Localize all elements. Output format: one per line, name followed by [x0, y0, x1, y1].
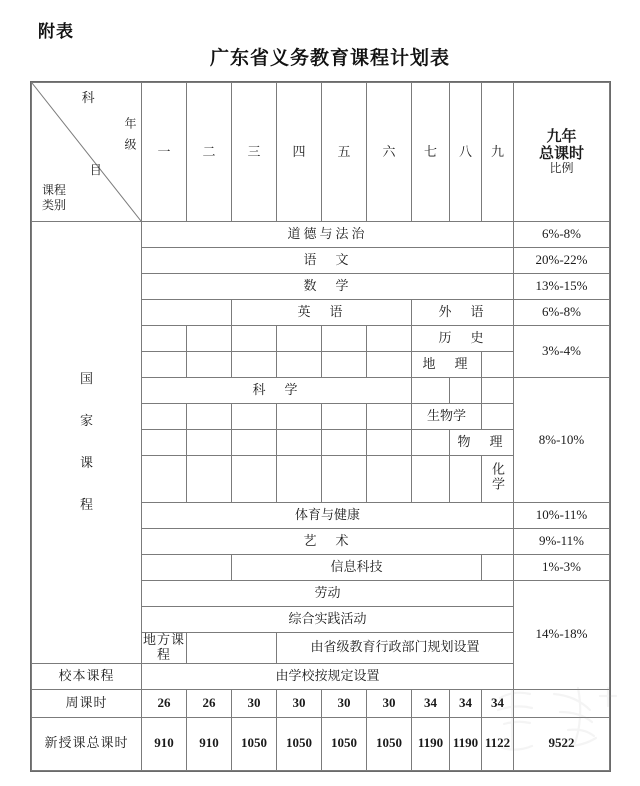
- new-lesson-g1: 910: [142, 717, 187, 770]
- physics-blank-g3: [232, 430, 277, 456]
- value-local-course: 由省级教育行政部门规划设置: [277, 633, 514, 664]
- grade-header-3: 三: [232, 83, 277, 222]
- ratio-history-geography: 3%-4%: [514, 326, 610, 378]
- corner-header-cell: [32, 83, 142, 222]
- subject-practice: 综合实践活动: [142, 607, 514, 633]
- total-hours-header: [514, 83, 610, 222]
- weekly-hours-g8: 34: [450, 689, 482, 717]
- biology-blank-g6: [367, 404, 412, 430]
- national-char-3: 课: [79, 454, 93, 470]
- corner-subject-tail-label: 目: [89, 163, 102, 177]
- chemistry-blank-g4: [277, 456, 322, 503]
- physics-blank-g1: [142, 430, 187, 456]
- table-row-new-lesson-total: [32, 717, 610, 770]
- corner-category-line2: 类别: [42, 198, 67, 212]
- value-school-course: 由学校按规定设置: [142, 663, 514, 689]
- chemistry-blank-g5: [322, 456, 367, 503]
- total-header-line1: 九年: [546, 127, 577, 145]
- grade-header-5: 五: [322, 83, 367, 222]
- grade-header-2: 二: [187, 83, 232, 222]
- weekly-hours-total-blank: [514, 689, 610, 717]
- science-blank-g9: [482, 378, 514, 404]
- ratio-art: 9%-11%: [514, 529, 610, 555]
- grade-header-6: 六: [367, 83, 412, 222]
- chemistry-blank-g6: [367, 456, 412, 503]
- new-lesson-g9: 1122: [482, 717, 514, 770]
- ratio-foreign-language: 6%-8%: [514, 300, 610, 326]
- local-blank-g1-g2: [187, 633, 277, 664]
- subject-art: 艺 术: [142, 529, 514, 555]
- grade-header-9: 九: [482, 83, 514, 222]
- weekly-hours-g9: 34: [482, 689, 514, 717]
- biology-blank-g2: [187, 404, 232, 430]
- new-lesson-grand-total: 9522: [514, 717, 610, 770]
- total-header-line3: 比例: [549, 161, 574, 176]
- english-empty-g1-g2: [142, 300, 232, 326]
- corner-grade-label: 年级: [123, 117, 137, 159]
- weekly-hours-g6: 30: [367, 689, 412, 717]
- chemistry-blank-g7: [412, 456, 450, 503]
- geography-blank-g2: [187, 352, 232, 378]
- history-blank-g2: [187, 326, 232, 352]
- subject-chemistry-cell: [482, 456, 514, 503]
- subject-chinese: 语 文: [142, 248, 514, 274]
- corner-category-label: [42, 183, 66, 213]
- label-local-course: 地方课程: [142, 632, 185, 662]
- subject-geography: 地 理: [412, 352, 482, 378]
- new-lesson-g7: 1190: [412, 717, 450, 770]
- ratio-infotech: 1%-3%: [514, 555, 610, 581]
- label-weekly-hours: 周课时: [32, 689, 142, 717]
- science-blank-g7: [412, 378, 450, 404]
- infotech-blank-g9: [482, 555, 514, 581]
- corner-subject-label: 科: [81, 90, 96, 105]
- geography-blank-g4: [277, 352, 322, 378]
- science-blank-g8: [450, 378, 482, 404]
- weekly-hours-g3: 30: [232, 689, 277, 717]
- national-char-2: 家: [79, 412, 93, 428]
- geography-blank-g6: [367, 352, 412, 378]
- ratio-comprehensive-group: 14%-18%: [514, 581, 610, 690]
- new-lesson-g6: 1050: [367, 717, 412, 770]
- biology-blank-g4: [277, 404, 322, 430]
- label-school-course: 校本课程: [32, 663, 142, 689]
- infotech-blank-g1-g2: [142, 555, 232, 581]
- new-lesson-g8: 1190: [450, 717, 482, 770]
- new-lesson-g2: 910: [187, 717, 232, 770]
- weekly-hours-g5: 30: [322, 689, 367, 717]
- weekly-hours-g1: 26: [142, 689, 187, 717]
- new-lesson-g5: 1050: [322, 717, 367, 770]
- weekly-hours-g7: 34: [412, 689, 450, 717]
- grade-header-1: 一: [142, 83, 187, 222]
- biology-blank-g3: [232, 404, 277, 430]
- biology-blank-g5: [322, 404, 367, 430]
- ratio-chinese: 20%-22%: [514, 248, 610, 274]
- physics-blank-g5: [322, 430, 367, 456]
- history-blank-g6: [367, 326, 412, 352]
- history-blank-g3: [232, 326, 277, 352]
- new-lesson-g3: 1050: [232, 717, 277, 770]
- history-blank-g5: [322, 326, 367, 352]
- attachment-label: 附表: [38, 22, 74, 41]
- physics-blank-g6: [367, 430, 412, 456]
- biology-blank-g1: [142, 404, 187, 430]
- subject-history: 历 史: [412, 326, 514, 352]
- subject-biology: 生物学: [412, 404, 482, 430]
- chemistry-blank-g8: [450, 456, 482, 503]
- table-row-morality: [32, 222, 610, 248]
- geography-blank-g5: [322, 352, 367, 378]
- subject-math: 数 学: [142, 274, 514, 300]
- grade-header-8: 八: [450, 83, 482, 222]
- ratio-science-group: 8%-10%: [514, 378, 610, 503]
- label-new-lesson-total: 新授课总课时: [32, 717, 142, 770]
- subject-physics: 物 理: [450, 430, 514, 456]
- geography-blank-g9: [482, 352, 514, 378]
- weekly-hours-g4: 30: [277, 689, 322, 717]
- subject-english: 英 语: [232, 300, 412, 326]
- history-blank-g4: [277, 326, 322, 352]
- new-lesson-g4: 1050: [277, 717, 322, 770]
- grade-header-4: 四: [277, 83, 322, 222]
- ratio-pe: 10%-11%: [514, 503, 610, 529]
- subject-labor: 劳动: [142, 581, 514, 607]
- grade-header-7: 七: [412, 83, 450, 222]
- physics-blank-g2: [187, 430, 232, 456]
- subject-chemistry: 化学: [490, 462, 505, 493]
- chemistry-blank-g3: [232, 456, 277, 503]
- category-national-curriculum: [32, 222, 142, 664]
- total-header-line2: 总课时: [538, 145, 584, 163]
- national-char-1: 国: [79, 370, 93, 386]
- geography-blank-g1: [142, 352, 187, 378]
- national-char-4: 程: [79, 496, 93, 512]
- physics-blank-g4: [277, 430, 322, 456]
- ratio-morality: 6%-8%: [514, 222, 610, 248]
- ratio-math: 13%-15%: [514, 274, 610, 300]
- subject-foreign-language: 外 语: [412, 300, 514, 326]
- geography-blank-g3: [232, 352, 277, 378]
- curriculum-table-wrapper: [31, 82, 609, 771]
- table-header-row: [32, 83, 610, 222]
- subject-science: 科 学: [142, 378, 412, 404]
- weekly-hours-g2: 26: [187, 689, 232, 717]
- physics-blank-g7: [412, 430, 450, 456]
- curriculum-table: [31, 82, 610, 771]
- subject-morality: 道德与法治: [142, 222, 514, 248]
- chemistry-blank-g1: [142, 456, 187, 503]
- table-row-weekly-hours: [32, 689, 610, 717]
- corner-category-line1: 课程: [42, 183, 67, 197]
- subject-infotech: 信息科技: [232, 555, 482, 581]
- subject-pe: 体育与健康: [142, 503, 514, 529]
- page-title: 广东省义务教育课程计划表: [209, 48, 450, 69]
- history-blank-g1: [142, 326, 187, 352]
- chemistry-blank-g2: [187, 456, 232, 503]
- biology-blank-g9: [482, 404, 514, 430]
